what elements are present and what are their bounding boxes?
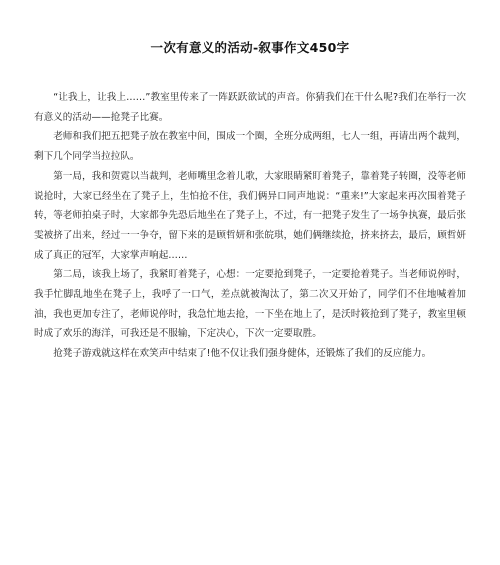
page-title: 一次有意义的活动-叙事作文450字 (150, 40, 350, 55)
paragraph-3: 第一局，我和贺霓以当裁判，老师嘴里念着儿歌，大家眼睛紧盯着凳子，靠着凳子转圈，没等老师说抢时，大家已经坐在了凳子上，生怕抢不住，我们俩异口同声地说：“重来!”大家起来再次围着凳子转，等老师拍桌子时，大家都争先恐后地坐在了凳子上，不过，有一把凳子发生了一场争执赛，最后张雯被挤了出来，经过一一争夺，留下来的是顾哲妍和张皖琪，她们俩继续抢，挤来挤去，最后，顾哲妍成了真正的冠军，大家掌声响起…… (34, 170, 466, 261)
paragraph-1: “让我上，让我上……”教室里传来了一阵跃跃欲试的声音。你猜我们在干什么呢?我们在举行一次有意义的活动——抢凳子比赛。 (34, 92, 466, 123)
paragraph-4: 第二局，该我上场了，我紧盯着凳子，心想：一定要抢到凳子，一定要抢着凳子。当老师说停时，我手忙脚乱地坐在凳子上，我呼了一口气，差点就被淘汰了，第二次又开始了，同学们不住地喊着加油，我也更加专注了，老师说停时，我急忙地去抢，一下坐在地上了，是沃时筱抢到了凳子，教室里顿时成了欢乐的海洋，可我还是不服输，下定决心，下次一定要取胜。 (34, 269, 466, 340)
paragraph-5: 抢凳子游戏就这样在欢笑声中结束了!他不仅让我们强身健体，还锻炼了我们的反应能力。 (53, 348, 432, 360)
paragraph-2: 老师和我们把五把凳子放在教室中间，围成一个圈，全班分成两组，七人一组，再请出两个裁判，剩下几个同学当拉拉队。 (34, 131, 466, 163)
article-body (34, 88, 466, 364)
